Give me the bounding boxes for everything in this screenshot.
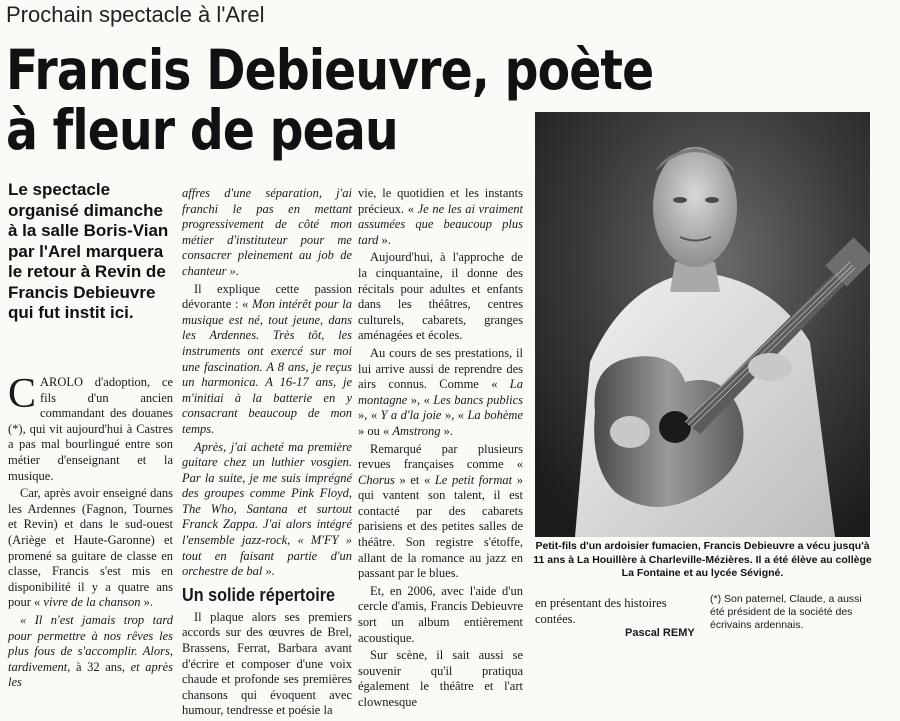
paragraph bbox=[8, 371, 173, 484]
paragraph bbox=[182, 186, 352, 280]
paragraph: Aujourd'hui, à l'approche de la cinquantaine, il donne des récitals pour adultes et enfants dans les théâtres, centres culturels, cabarets, granges aménagées et écoles. bbox=[358, 250, 523, 343]
magazine-title: Le petit format bbox=[434, 472, 513, 487]
paragraph-text: », « bbox=[407, 392, 434, 407]
paragraph-text: ». bbox=[140, 595, 153, 610]
paragraph-text: » ou « bbox=[358, 423, 393, 438]
quote-text: vivre de la chanson bbox=[43, 595, 141, 610]
headline-line-1: Francis Debieuvre, poète bbox=[6, 38, 654, 102]
quote-text: Après, j'ai acheté ma première guitare chez un luthier vosgien. Par la suite, je me suis imprégné des groupes comme Pink Floyd, The Who, Santana et surtout Franck Zappa. J'ai alors intégré l'ensemble jazz-rock, « M'FY » tout en faisant partie d'un orchestre de bal ». bbox=[182, 439, 352, 579]
paragraph bbox=[358, 186, 523, 248]
paragraph-text: à 32 ans bbox=[75, 659, 122, 674]
quote-text: Mon intérêt pour la musique est né, tout jeune, dans les Ardennes. Très tôt, les instruments ont exercé sur moi une fascination. A 8 ans, je reçus un harmonica. A 16-17 ans, je m'initiai à la batterie en y consacrant beaucoup de mon temps. bbox=[182, 297, 352, 436]
column-1 bbox=[8, 371, 173, 693]
paragraph-text: Au cours de ses prestations, il lui arrive aussi de reprendre des airs connus. Comme « bbox=[358, 345, 523, 392]
paragraph-text: » qui vantent son talent, il est contacté par des cabarets parisiens et des petites salles de théâtre. Son registre s'étoffe, allant de la romance au jazz en passant par le blues. bbox=[358, 472, 523, 581]
paragraph-text: Remarqué par plusieurs revues françaises comme « bbox=[358, 441, 523, 472]
paragraph-text: vie, le quotidien et les instants précieux. « bbox=[358, 186, 523, 216]
paragraph-text: Car, après avoir enseigné dans les Ardennes (Fagnon, Tournes et Revin) et dans le sud-ouest (Ariège et Haute-Garonne) et promené sa guitare de classe en classe, Francis s'est mis en disponibilité il y a quatre ans pour « bbox=[8, 486, 173, 610]
paragraph-text: » et « bbox=[394, 472, 435, 487]
magazine-title: Chorus bbox=[358, 472, 395, 487]
column-4-continuation: en présentant des histoires contées. bbox=[535, 596, 667, 626]
headline-line-2: à fleur de peau bbox=[6, 98, 398, 162]
column-3 bbox=[358, 186, 523, 713]
paragraph bbox=[358, 442, 523, 582]
paragraph: Et, en 2006, avec l'aide d'un cercle d'amis, Francis Debieuvre sort un album entièrement acoustique. bbox=[358, 583, 523, 645]
song-title: Les bancs publics bbox=[433, 392, 523, 407]
artist-photo bbox=[535, 112, 870, 537]
song-title: La montagne bbox=[358, 377, 523, 407]
quote-text: affres d'une séparation, j'ai franchi le pas en mettant progressivement de côté mon métier d'instituteur pour me consacrer pleinement au job de chanteur ». bbox=[182, 186, 352, 278]
paragraph bbox=[8, 486, 173, 611]
quote-text: Je ne les ai vraiment assumées que beaucoup plus tard bbox=[358, 201, 523, 247]
paragraph-text: », « bbox=[358, 408, 381, 423]
paragraph-text: Il explique cette passion dévorante : « bbox=[182, 281, 352, 312]
paragraph bbox=[358, 346, 523, 440]
article-kicker: Prochain spectacle à l'Arel bbox=[6, 2, 265, 27]
subheading: Un solide répertoire bbox=[182, 584, 336, 605]
author-byline: Pascal REMY bbox=[625, 627, 695, 639]
paragraph: Sur scène, il sait aussi se souvenir qu'il pratiqua également le théâtre et l'art clownesque bbox=[358, 648, 523, 709]
lede: Le spectacle organisé dimanche à la salle Boris-Vian par l'Arel marquera le retour à Revin de Francis Debieuvre qui fut instit ici. bbox=[8, 180, 169, 322]
song-title: Y a d'la joie bbox=[380, 408, 442, 423]
paragraph-text: ». bbox=[440, 423, 454, 438]
song-title: La bohème bbox=[467, 408, 523, 423]
paragraph bbox=[182, 440, 352, 580]
paragraph-text: ». bbox=[378, 232, 391, 247]
drop-cap: C bbox=[8, 371, 37, 417]
quote-text: « Il n'est jamais trop tard pour permettre à nos rêves les plus fous de s'accomplir. Alors, tardivement, bbox=[8, 612, 173, 674]
song-title: Amstrong bbox=[392, 423, 441, 438]
photo-caption: Petit-fils d'un ardoisier fumacien, Francis Debieuvre a vécu jusqu'à 11 ans à La Houillère à Charleville-Mézières. Il a été élève au collège La Fontaine et au lycée Sévigné. bbox=[533, 540, 872, 579]
paragraph-text: », « bbox=[441, 408, 468, 423]
paragraph-text: AROLO d'adoption, ce fils d'un ancien commandant des douanes (*), qui vit aujourd'hui à Castres a pas mal bourlingué entre son métier d'enseignant et la musique. bbox=[8, 375, 173, 483]
quote-text: , et après les bbox=[8, 659, 173, 690]
footnote: (*) Son paternel, Claude, a aussi été président de la société des écrivains ardennais. bbox=[710, 593, 862, 631]
paragraph bbox=[182, 282, 352, 438]
paragraph: Il plaque alors ses premiers accords sur des œuvres de Brel, Brassens, Ferrat, Barbara avant d'écrire et composer d'une voix chaude et profonde ses premières chansons qui évoquent avec humour, tendresse et poésie la bbox=[182, 609, 352, 718]
paragraph bbox=[8, 613, 173, 691]
column-2 bbox=[182, 186, 352, 721]
photo-illustration bbox=[535, 112, 870, 537]
